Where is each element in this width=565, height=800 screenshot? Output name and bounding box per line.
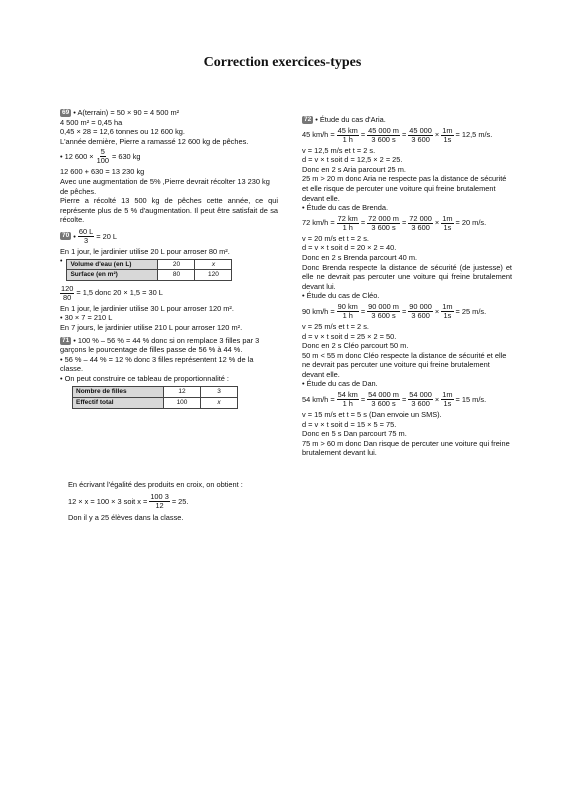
ex71-line-1: 71 • 100 % – 56 % = 44 % donc si on remplace 3 filles par 3 garçons le pourcentage de filles passe de 56 % à 44 %. bbox=[60, 335, 260, 355]
fraction: $\frac{72 km}{1 h}$ bbox=[337, 213, 358, 232]
ex72-dan-line-2: d = v × t soit d = 15 × 5 = 75. bbox=[302, 419, 397, 429]
fraction: $\frac{90 000 m}{3 600 s}$ bbox=[368, 301, 399, 320]
ex72-cleo-line-4: 50 m < 55 m donc Cléo respecte la distance de sécurité et elle ne devrait pas percuter une voiture qui freine brutalement devant elle. bbox=[302, 350, 507, 379]
fraction: $\frac{5}{100}$ bbox=[96, 147, 109, 166]
ex72-cleo-heading: • Étude du cas de Cléo. bbox=[302, 291, 380, 301]
ex69-line-8: Pierre a récolté 13 500 kg de pêches cette année, ce qui représente plus de 5 % d'augmentation. Il peut être satisfait de sa récolte. bbox=[60, 196, 278, 225]
ex70-ratio-line: $\frac{120}{80}$ = 1,5 donc 20 × 1,5 = 30 L bbox=[61, 283, 163, 302]
ex72-brenda-equation: 72 km/h = $\frac{72 km}{1 h}$ = $\frac{72 000 m}{3 600 s}$ = $\frac{72 000}{3 600}$ × $\frac{1m}{1s}$ = 20 m/s. bbox=[302, 213, 487, 232]
fraction: $\frac{60 L}{3}$ bbox=[78, 226, 94, 245]
fraction: $\frac{54 000 m}{3 600 s}$ bbox=[368, 390, 399, 409]
ex69-line-2: 4 500 m² = 0,45 ha bbox=[60, 117, 123, 127]
table-row: Nombre de filles 12 3 bbox=[73, 387, 238, 398]
fraction: $\frac{72 000}{3 600}$ bbox=[409, 213, 432, 232]
ex70-line-2: En 1 jour, le jardinier utilise 20 L pour arroser 80 m². bbox=[60, 246, 230, 256]
table-row: Surface (en m²) 80 120 bbox=[67, 270, 232, 281]
ex69-line-7: Avec une augmentation de 5% ,Pierre devrait récolter 13 230 kg de pêches. bbox=[60, 176, 270, 196]
ex71-note-1: En écrivant l'égalité des produits en croix, on obtient : bbox=[68, 480, 243, 489]
right-column bbox=[302, 115, 512, 458]
page-title: Correction exercices-types bbox=[203, 55, 362, 70]
ex72-brenda-line-1: v = 20 m/s et t = 2 s. bbox=[302, 233, 369, 243]
ex69-line-3: 0,45 × 28 = 12,6 tonnes ou 12 600 kg. bbox=[60, 127, 185, 137]
fraction: $\frac{45 000}{3 600}$ bbox=[409, 125, 432, 144]
ex72-dan-heading: • Étude du cas de Dan. bbox=[302, 379, 378, 389]
left-column bbox=[60, 108, 278, 411]
ex72-aria-equation: 45 km/h = $\frac{45 km}{1 h}$ = $\frac{45 000 m}{3 600 s}$ = $\frac{45 000}{3 600}$ × $\frac{1m}{1s}$ = 12,5 m/s. bbox=[302, 125, 493, 144]
ex71-line-2: • 56 % – 44 % = 12 % donc 3 filles représentent 12 % de la classe. bbox=[60, 354, 254, 374]
fraction: $\frac{1m}{1s}$ bbox=[442, 390, 453, 409]
ex70-line-6: En 7 jours, le jardinier utilise 210 L pour arroser 120 m². bbox=[60, 322, 243, 332]
ex70-line-1: 70 • $\frac{60 L}{3}$ = 20 L bbox=[62, 226, 117, 245]
ex72-cleo-line-1: v = 25 m/s et t = 2 s. bbox=[302, 321, 369, 331]
fraction: $\frac{45 000 m}{3 600 s}$ bbox=[368, 125, 399, 144]
ex72-cleo-line-3: Donc en 2 s Cléo parcourt 50 m. bbox=[302, 341, 409, 351]
fraction: $\frac{1m}{1s}$ bbox=[442, 213, 453, 232]
ex69-line-4: L'année dernière, Pierre a ramassé 12 600 kg de pêches. bbox=[60, 136, 249, 146]
exercise-badge-71: 71 bbox=[62, 336, 70, 344]
ex72-aria-line-1: v = 12,5 m/s et t = 2 s. bbox=[302, 145, 376, 155]
table-row: Volume d'eau (en L) 20 x bbox=[67, 259, 232, 270]
fraction: $\frac{100 3}{12}$ bbox=[150, 492, 169, 510]
ex72-dan-line-4: 75 m > 60 m donc Dan risque de percuter une voiture qui freine brutalement devant lui. bbox=[302, 438, 510, 458]
ex70-table-block: • Volume d'eau (en L) 20 x Surface (en m²) 80 120 bbox=[60, 257, 278, 283]
fraction: $\frac{45 km}{1 h}$ bbox=[337, 125, 358, 144]
ex70-line-5: • 30 × 7 = 210 L bbox=[60, 313, 113, 323]
ex69-fraction-line: • 12 600 × $\frac{5}{100}$ = 630 kg bbox=[60, 147, 141, 166]
ex70-line-4: En 1 jour, le jardinier utilise 30 L pour arroser 120 m². bbox=[60, 303, 234, 313]
fraction: $\frac{90 km}{1 h}$ bbox=[337, 301, 358, 320]
ex72-aria-line-2: d = v × t soit d = 12,5 × 2 = 25. bbox=[302, 155, 403, 165]
fraction: $\frac{72 000 m}{3 600 s}$ bbox=[368, 213, 399, 232]
fraction: $\frac{90 000}{3 600}$ bbox=[409, 301, 432, 320]
ex72-cleo-line-2: d = v × t soit d = 25 × 2 = 50. bbox=[302, 331, 397, 341]
ex72-brenda-heading: • Étude du cas de Brenda. bbox=[302, 203, 388, 213]
ex69-line-6: 12 600 + 630 = 13 230 kg bbox=[60, 167, 145, 177]
fraction: $\frac{54 km}{1 h}$ bbox=[337, 390, 358, 409]
ex71-proportion-table bbox=[72, 386, 238, 408]
ex71-line-3: • On peut construire ce tableau de proportionnalité : bbox=[60, 373, 229, 383]
table-row: Effectif total 100 x bbox=[73, 398, 238, 409]
fraction: $\frac{120}{80}$ bbox=[61, 283, 74, 302]
fraction: $\frac{1m}{1s}$ bbox=[442, 301, 453, 320]
ex72-cleo-equation: 90 km/h = $\frac{90 km}{1 h}$ = $\frac{90 000 m}{3 600 s}$ = $\frac{90 000}{3 600}$ × $\frac{1m}{1s}$ = 25 m/s. bbox=[302, 301, 487, 320]
ex72-aria-line-3: Donc en 2 s Aria parcourt 25 m. bbox=[302, 164, 406, 174]
ex72-dan-equation: 54 km/h = $\frac{54 km}{1 h}$ = $\frac{54 000 m}{3 600 s}$ = $\frac{54 000}{3 600}$ × $\frac{1m}{1s}$ = 15 m/s. bbox=[302, 390, 487, 409]
ex71-note-3: Don il y a 25 élèves dans la classe. bbox=[68, 513, 184, 522]
ex72-aria-line-4: 25 m > 20 m donc Aria ne respecte pas la distance de sécurité et elle risque de percuter une voiture qui freine brutalement devant elle. bbox=[302, 174, 507, 203]
ex72-dan-line-3: Donc en 5 s Dan parcourt 75 m. bbox=[302, 429, 407, 439]
exercise-badge-70: 70 bbox=[62, 232, 70, 240]
fraction: $\frac{54 000}{3 600}$ bbox=[409, 390, 432, 409]
exercise-badge-69: 69 bbox=[62, 109, 70, 117]
exercise-badge-72: 72 bbox=[304, 116, 312, 124]
fraction: $\frac{1m}{1s}$ bbox=[442, 125, 453, 144]
ex72-dan-line-1: v = 15 m/s et t = 5 s (Dan envoie un SMS). bbox=[302, 410, 442, 420]
ex72-brenda-line-2: d = v × t soit d = 20 × 2 = 40. bbox=[302, 243, 397, 253]
ex72-brenda-line-4: Donc Brenda respecte la distance de sécurité (de justesse) et elle ne devrait pas percuter une voiture qui freine brutalement devant lui. bbox=[302, 262, 512, 291]
ex72-aria-heading: 72 • Étude du cas d'Aria. bbox=[304, 115, 386, 124]
ex69-line-1: 69 • A(terrain) = 50 × 90 = 4 500 m² bbox=[62, 108, 180, 117]
ex70-proportion-table bbox=[66, 259, 232, 281]
ex72-brenda-line-3: Donc en 2 s Brenda parcourt 40 m. bbox=[302, 252, 418, 262]
ex71-note-2: 12 × x = 100 × 3 soit x = $\frac{100 3}{12}$ = 25. bbox=[68, 492, 189, 510]
ex71-conclusion bbox=[68, 480, 278, 523]
